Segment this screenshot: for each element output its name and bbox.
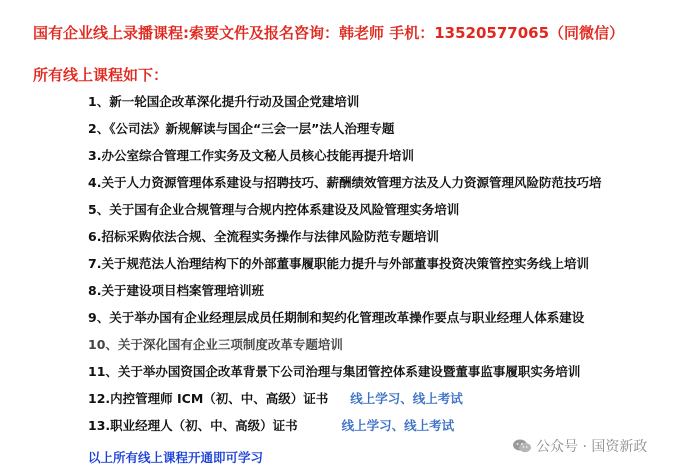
watermark — [512, 436, 647, 456]
course-item-7 — [88, 250, 678, 277]
course-item-5 — [88, 196, 678, 223]
course-item-13 — [88, 412, 678, 439]
course-item-10 — [88, 331, 678, 358]
course-item-4 — [88, 169, 678, 196]
course-text: 9、关于举办国有企业经理层成员任期制和契约化管理改革操作要点与职业经理人体系建设 — [88, 310, 585, 325]
course-item-11 — [88, 358, 678, 385]
course-item-3 — [88, 142, 678, 169]
course-item-9 — [88, 304, 678, 331]
course-list — [88, 88, 678, 439]
course-text: 3.办公室综合管理工作实务及文秘人员核心技能再提升培训 — [88, 148, 414, 163]
footer-note: 以上所有线上课程开通即可学习 — [88, 450, 264, 465]
course-text: 5、关于国有企业合规管理与合规内控体系建设及风险管理实务培训 — [88, 202, 460, 217]
course-text: 6.招标采购依法合规、全流程实务操作与法律风险防范专题培训 — [88, 229, 439, 244]
course-text: 11、关于举办国资国企改革背景下公司治理与集团管控体系建设暨董事监事履职实务培训 — [88, 364, 581, 379]
course-text: 7.关于规范法人治理结构下的外部董事履职能力提升与外部董事投资决策管控实务线上培训 — [88, 256, 589, 271]
course-text: 8.关于建设项目档案管理培训班 — [88, 283, 264, 298]
course-text: 13.职业经理人（初、中、高级）证书 — [88, 418, 298, 433]
section-title: 所有线上课程如下： — [33, 66, 169, 84]
course-text: 2、《公司法》新规解读与国企“三会一层”法人治理专题 — [88, 121, 395, 136]
watermark-text: 公众号 · 国资新政 — [536, 439, 648, 455]
course-text: 12.内控管理师 ICM（初、中、高级）证书 — [88, 391, 329, 406]
course-text: 4.关于人力资源管理体系建设与招聘技巧、薪酬绩效管理方法及人力资源管理风险防范技巧培 — [88, 175, 602, 190]
online-tag: 线上学习、线上考试 — [350, 391, 463, 406]
wechat-icon — [512, 438, 532, 454]
course-item-1 — [88, 88, 678, 115]
course-item-6 — [88, 223, 678, 250]
course-item-2 — [88, 115, 678, 142]
contact-header: 国有企业线上录播课程:索要文件及报名咨询：韩老师 手机：13520577065（同微信） — [33, 24, 625, 42]
course-item-12 — [88, 385, 678, 412]
online-tag: 线上学习、线上考试 — [341, 418, 455, 433]
course-text: 1、新一轮国企改革深化提升行动及国企党建培训 — [88, 94, 360, 109]
course-text: 10、关于深化国有企业三项制度改革专题培训 — [88, 337, 343, 352]
course-item-8 — [88, 277, 678, 304]
